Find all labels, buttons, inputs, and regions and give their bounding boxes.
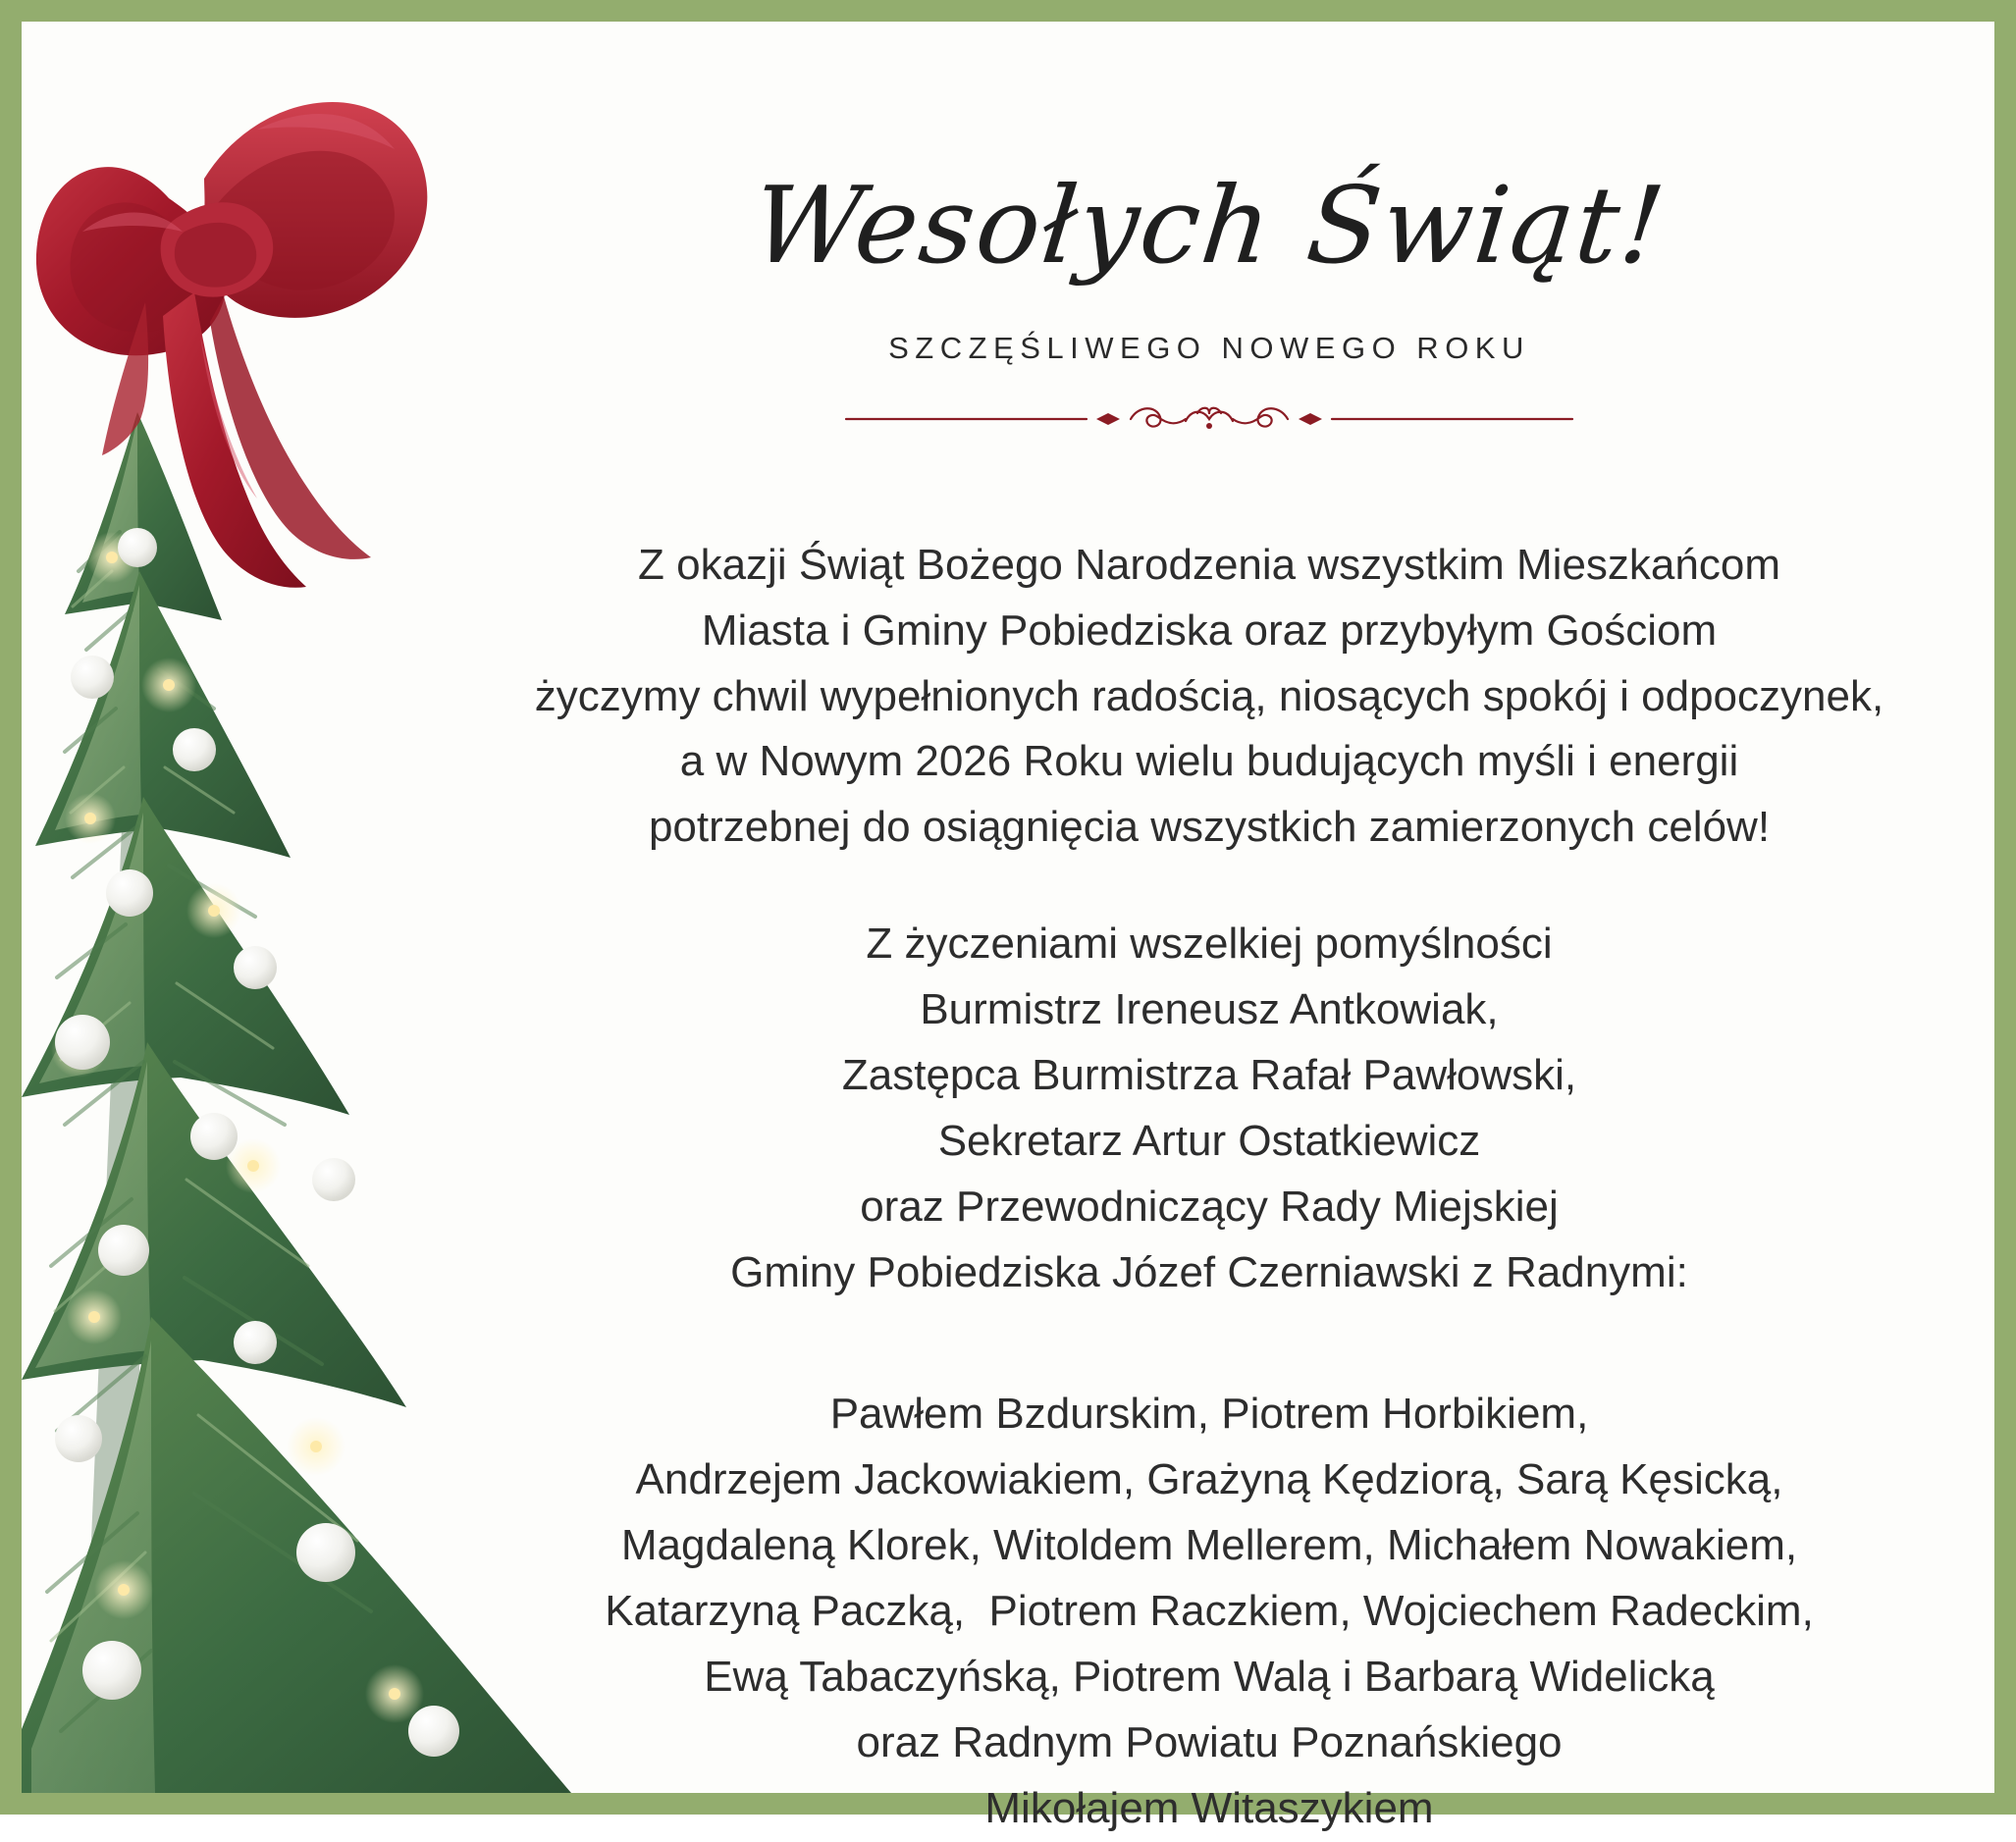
tree-baubles xyxy=(55,528,459,1757)
signoff-line: Burmistrz Ireneusz Antkowiak, xyxy=(920,985,1499,1034)
ornamental-flourish-divider-icon xyxy=(836,399,1582,439)
card-inner xyxy=(22,22,1994,1832)
council-line: Katarzyną Paczką, Piotrem Raczkiem, Wojciechem Radeckim, xyxy=(605,1587,1814,1636)
wishes-line: a w Nowym 2026 Roku wielu budujących myśli i energii xyxy=(679,737,1739,786)
council-line: Pawłem Bzdurskim, Piotrem Horbikiem, xyxy=(829,1390,1589,1439)
wishes-line: Miasta i Gminy Pobiedziska oraz przybyłym Gościom xyxy=(701,605,1718,655)
council-line: oraz Radnym Powiatu Poznańskiego xyxy=(856,1717,1563,1766)
council-line: Ewą Tabaczyńską, Piotrem Walą i Barbarą Widelicką xyxy=(704,1652,1715,1701)
council-line: Mikołajem Witaszykiem xyxy=(984,1783,1434,1832)
signoff-line: oraz Przewodniczący Rady Miejskiej xyxy=(860,1182,1559,1231)
wishes-line: potrzebnej do osiągnięcia wszystkich zamierzonych celów! xyxy=(648,803,1771,852)
wishes-line: życzymy chwil wypełnionych radością, niosących spokój i odpoczynek, xyxy=(534,671,1884,720)
council-members-paragraph xyxy=(414,1382,2004,1841)
council-line: Magdaleną Klorek, Witoldem Mellerem, Michałem Nowakiem, xyxy=(620,1521,1798,1570)
wishes-paragraph xyxy=(414,533,2004,861)
wishes-line: Z okazji Świąt Bożego Narodzenia wszystkim Mieszkańcom xyxy=(638,540,1780,589)
council-line: Andrzejem Jackowiakiem, Grażyną Kędziorą, Sarą Kęsicką, xyxy=(635,1455,1783,1504)
signoff-line: Z życzeniami wszelkiej pomyślności xyxy=(866,920,1553,969)
page-title: Wesołych Świąt! xyxy=(746,165,1672,288)
signoff-paragraph xyxy=(414,912,2004,1305)
red-ribbon-bow-graphic xyxy=(36,102,427,588)
signoff-line: Zastępca Burmistrza Rafał Pawłowski, xyxy=(841,1050,1577,1099)
subtitle: SZCZĘŚLIWEGO NOWEGO ROKU xyxy=(888,330,1530,365)
card-content xyxy=(414,22,2004,1832)
signoff-line: Gminy Pobiedziska Józef Czerniawski z Radnymi: xyxy=(730,1247,1688,1296)
signoff-line: Sekretarz Artur Ostatkiewicz xyxy=(937,1116,1481,1165)
